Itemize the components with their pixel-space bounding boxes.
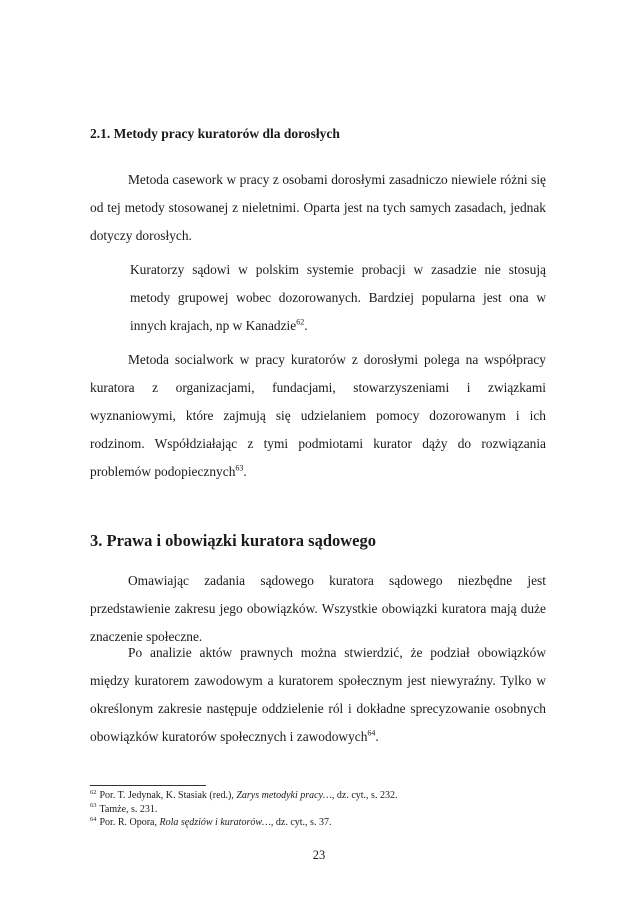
duties-paragraph-2-text: Po analizie aktów prawnych można stwierdzić, że podział obowiązków między kuratorem zawodowym a kuratorem społecznym jest niewyraźny. Tylko w określonym zakresie następuje oddzielenie ról i dokładne sprecyzowanie osobnych obowiązków kuratorów społecznych i zawodowych: [90, 645, 546, 744]
socialwork-text: Metoda socialwork w pracy kuratorów z dorosłymi polega na współpracy kuratora z organizacjami, fundacjami, stowarzyszeniami i związkami wyznaniowymi, które zajmują się udzielaniem pomocy dozorowanym i ich rodzinom. Współdziałając z tymi podmiotami kurator dąży do rozwiązania problemów podopiecznych: [90, 352, 546, 479]
duties-paragraph-2-end: .: [375, 729, 379, 744]
footnote-text-end: , dz. cyt., s. 37.: [270, 817, 332, 828]
footnote-62: [90, 789, 550, 803]
socialwork-paragraph: [90, 346, 546, 486]
footnote-63: [90, 803, 550, 817]
footnote-title: Zarys metodyki pracy…: [236, 790, 332, 801]
duties-paragraph-2: [90, 639, 546, 751]
footnote-title: Rola sędziów i kuratorów…: [159, 817, 271, 828]
footnote-text: Por. T. Jedynak, K. Stasiak (red.),: [99, 790, 237, 801]
casework-paragraph: Metoda casework w pracy z osobami dorosłymi zasadniczo niewiele różni się od tej metody stosowanej z nieletnimi. Oparta jest na tych samych zasadach, jednak dotyczy dorosłych.: [90, 172, 546, 243]
footnote-separator: [90, 785, 206, 786]
footnote-64: [90, 816, 550, 830]
section-heading-2-1: 2.1. Metody pracy kuratorów dla dorosłych: [90, 126, 340, 141]
footnote-number: 62: [90, 788, 97, 796]
footnote-number: 63: [90, 802, 97, 810]
page-number: 23: [312, 848, 326, 862]
footnote-text: Por. R. Opora,: [99, 817, 160, 828]
footnote-text-end: , dz. cyt., s. 232.: [331, 790, 398, 801]
footnote-ref-64[interactable]: 64: [367, 728, 376, 738]
group-method-quote: [130, 256, 546, 340]
socialwork-end: .: [243, 464, 247, 479]
quote-text: Kuratorzy sądowi w polskim systemie probacji w zasadzie nie stosują metody grupowej wobec dozorowanych. Bardziej popularna jest ona w innych krajach, np w Kanadzie: [130, 262, 546, 333]
section-heading-3: 3. Prawa i obowiązki kuratora sądowego: [90, 531, 376, 550]
footnote-number: 64: [90, 815, 97, 823]
footnotes: [90, 789, 550, 830]
footnote-text: Tamże, s. 231.: [99, 803, 158, 815]
quote-end: .: [304, 318, 308, 333]
duties-paragraph-1: Omawiając zadania sądowego kuratora sądowego niezbędne jest przedstawienie zakresu jego obowiązków. Wszystkie obowiązki kuratora mają duże znaczenie społeczne.: [90, 573, 546, 644]
footnote-ref-62[interactable]: 62: [296, 317, 305, 327]
footnote-ref-63[interactable]: 63: [235, 463, 244, 473]
